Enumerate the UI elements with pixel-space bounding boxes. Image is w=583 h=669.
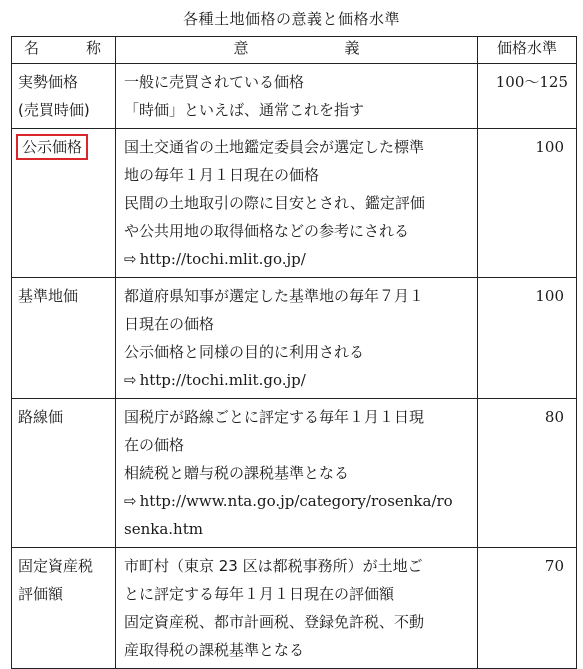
row-price-level: 80 (478, 399, 577, 548)
table-row (12, 399, 577, 548)
row-price-level: 100〜125 (478, 64, 577, 129)
meaning-line: 公示価格と同様の目的に利用される (124, 343, 365, 361)
url-line (124, 366, 471, 394)
row-name-line: 実勢価格 (18, 73, 79, 91)
url-line (124, 515, 471, 543)
row-name-cell (12, 548, 116, 669)
land-price-table (11, 36, 577, 669)
meaning-line: 都道府県知事が選定した基準地の毎年７月１ (124, 287, 425, 305)
row-name-cell (12, 129, 116, 278)
row-meaning-cell (116, 64, 478, 129)
table-row (12, 64, 577, 129)
arrow-right-icon: ⇨ (124, 371, 137, 389)
meaning-line: 「時価」といえば、通常これを指す (124, 101, 365, 119)
row-meaning-cell (116, 278, 478, 399)
row-name-line: 評価額 (18, 585, 64, 603)
row-price-level: 70 (478, 548, 577, 669)
url-line (124, 245, 471, 273)
meaning-line: 民間の土地取引の際に目安とされ、鑑定評価 (124, 194, 425, 212)
meaning-line: や公共用地の取得価格などの参考にされる (124, 222, 410, 240)
row-meaning-cell (116, 399, 478, 548)
row-name-cell (12, 64, 116, 129)
header-meaning-char-2: 義 (344, 39, 360, 57)
url-link[interactable]: http://tochi.mlit.go.jp/ (139, 250, 306, 268)
table-title: 各種土地価格の意義と価格水準 (182, 10, 400, 28)
row-name-cell (12, 399, 116, 548)
highlight-box (18, 133, 111, 161)
url-link[interactable]: http://www.nta.go.jp/category/rosenka/ro (139, 492, 453, 510)
row-name-line: 固定資産税 (18, 557, 94, 575)
row-name-line: 公示価格 (16, 134, 88, 160)
row-meaning-cell (116, 548, 478, 669)
meaning-line: 一般に売買されている価格 (124, 73, 305, 91)
meaning-line: 日現在の価格 (124, 315, 215, 333)
header-row (12, 37, 577, 64)
header-meaning-char-1: 意 (233, 39, 249, 57)
row-name-line: 基準地価 (18, 287, 79, 305)
row-price-level: 100 (478, 129, 577, 278)
row-name-cell (12, 278, 116, 399)
url-link[interactable]: senka.htm (124, 520, 203, 538)
row-price-level: 100 (478, 278, 577, 399)
meaning-line: 産取得税の課税基準となる (124, 641, 305, 659)
meaning-line: とに評定する毎年１月１日現在の評価額 (124, 585, 395, 603)
meaning-line: 国税庁が路線ごとに評定する毎年１月１日現 (124, 408, 425, 426)
url-line (124, 487, 471, 515)
meaning-line: 固定資産税、都市計画税、登録免許税、不動 (124, 613, 425, 631)
meaning-line: 在の価格 (124, 436, 185, 454)
table-row (12, 129, 577, 278)
header-level: 価格水準 (478, 37, 577, 64)
header-name-char-1: 名 (24, 39, 40, 57)
table-row (12, 548, 577, 669)
header-meaning (116, 37, 478, 64)
meaning-line: 地の毎年１月１日現在の価格 (124, 166, 320, 184)
row-name-line: 路線価 (18, 408, 64, 426)
arrow-right-icon: ⇨ (124, 250, 137, 268)
meaning-line: 市町村（東京 23 区は都税事務所）が土地ご (124, 557, 423, 575)
row-meaning-cell (116, 129, 478, 278)
url-link[interactable]: http://tochi.mlit.go.jp/ (139, 371, 306, 389)
header-name (12, 37, 116, 64)
arrow-right-icon: ⇨ (124, 492, 137, 510)
table-row (12, 278, 577, 399)
meaning-line: 相続税と贈与税の課税基準となる (124, 464, 350, 482)
row-name-line: (売買時価) (18, 101, 90, 119)
header-name-char-2: 称 (85, 39, 101, 57)
meaning-line: 国土交通省の土地鑑定委員会が選定した標準 (124, 138, 425, 156)
